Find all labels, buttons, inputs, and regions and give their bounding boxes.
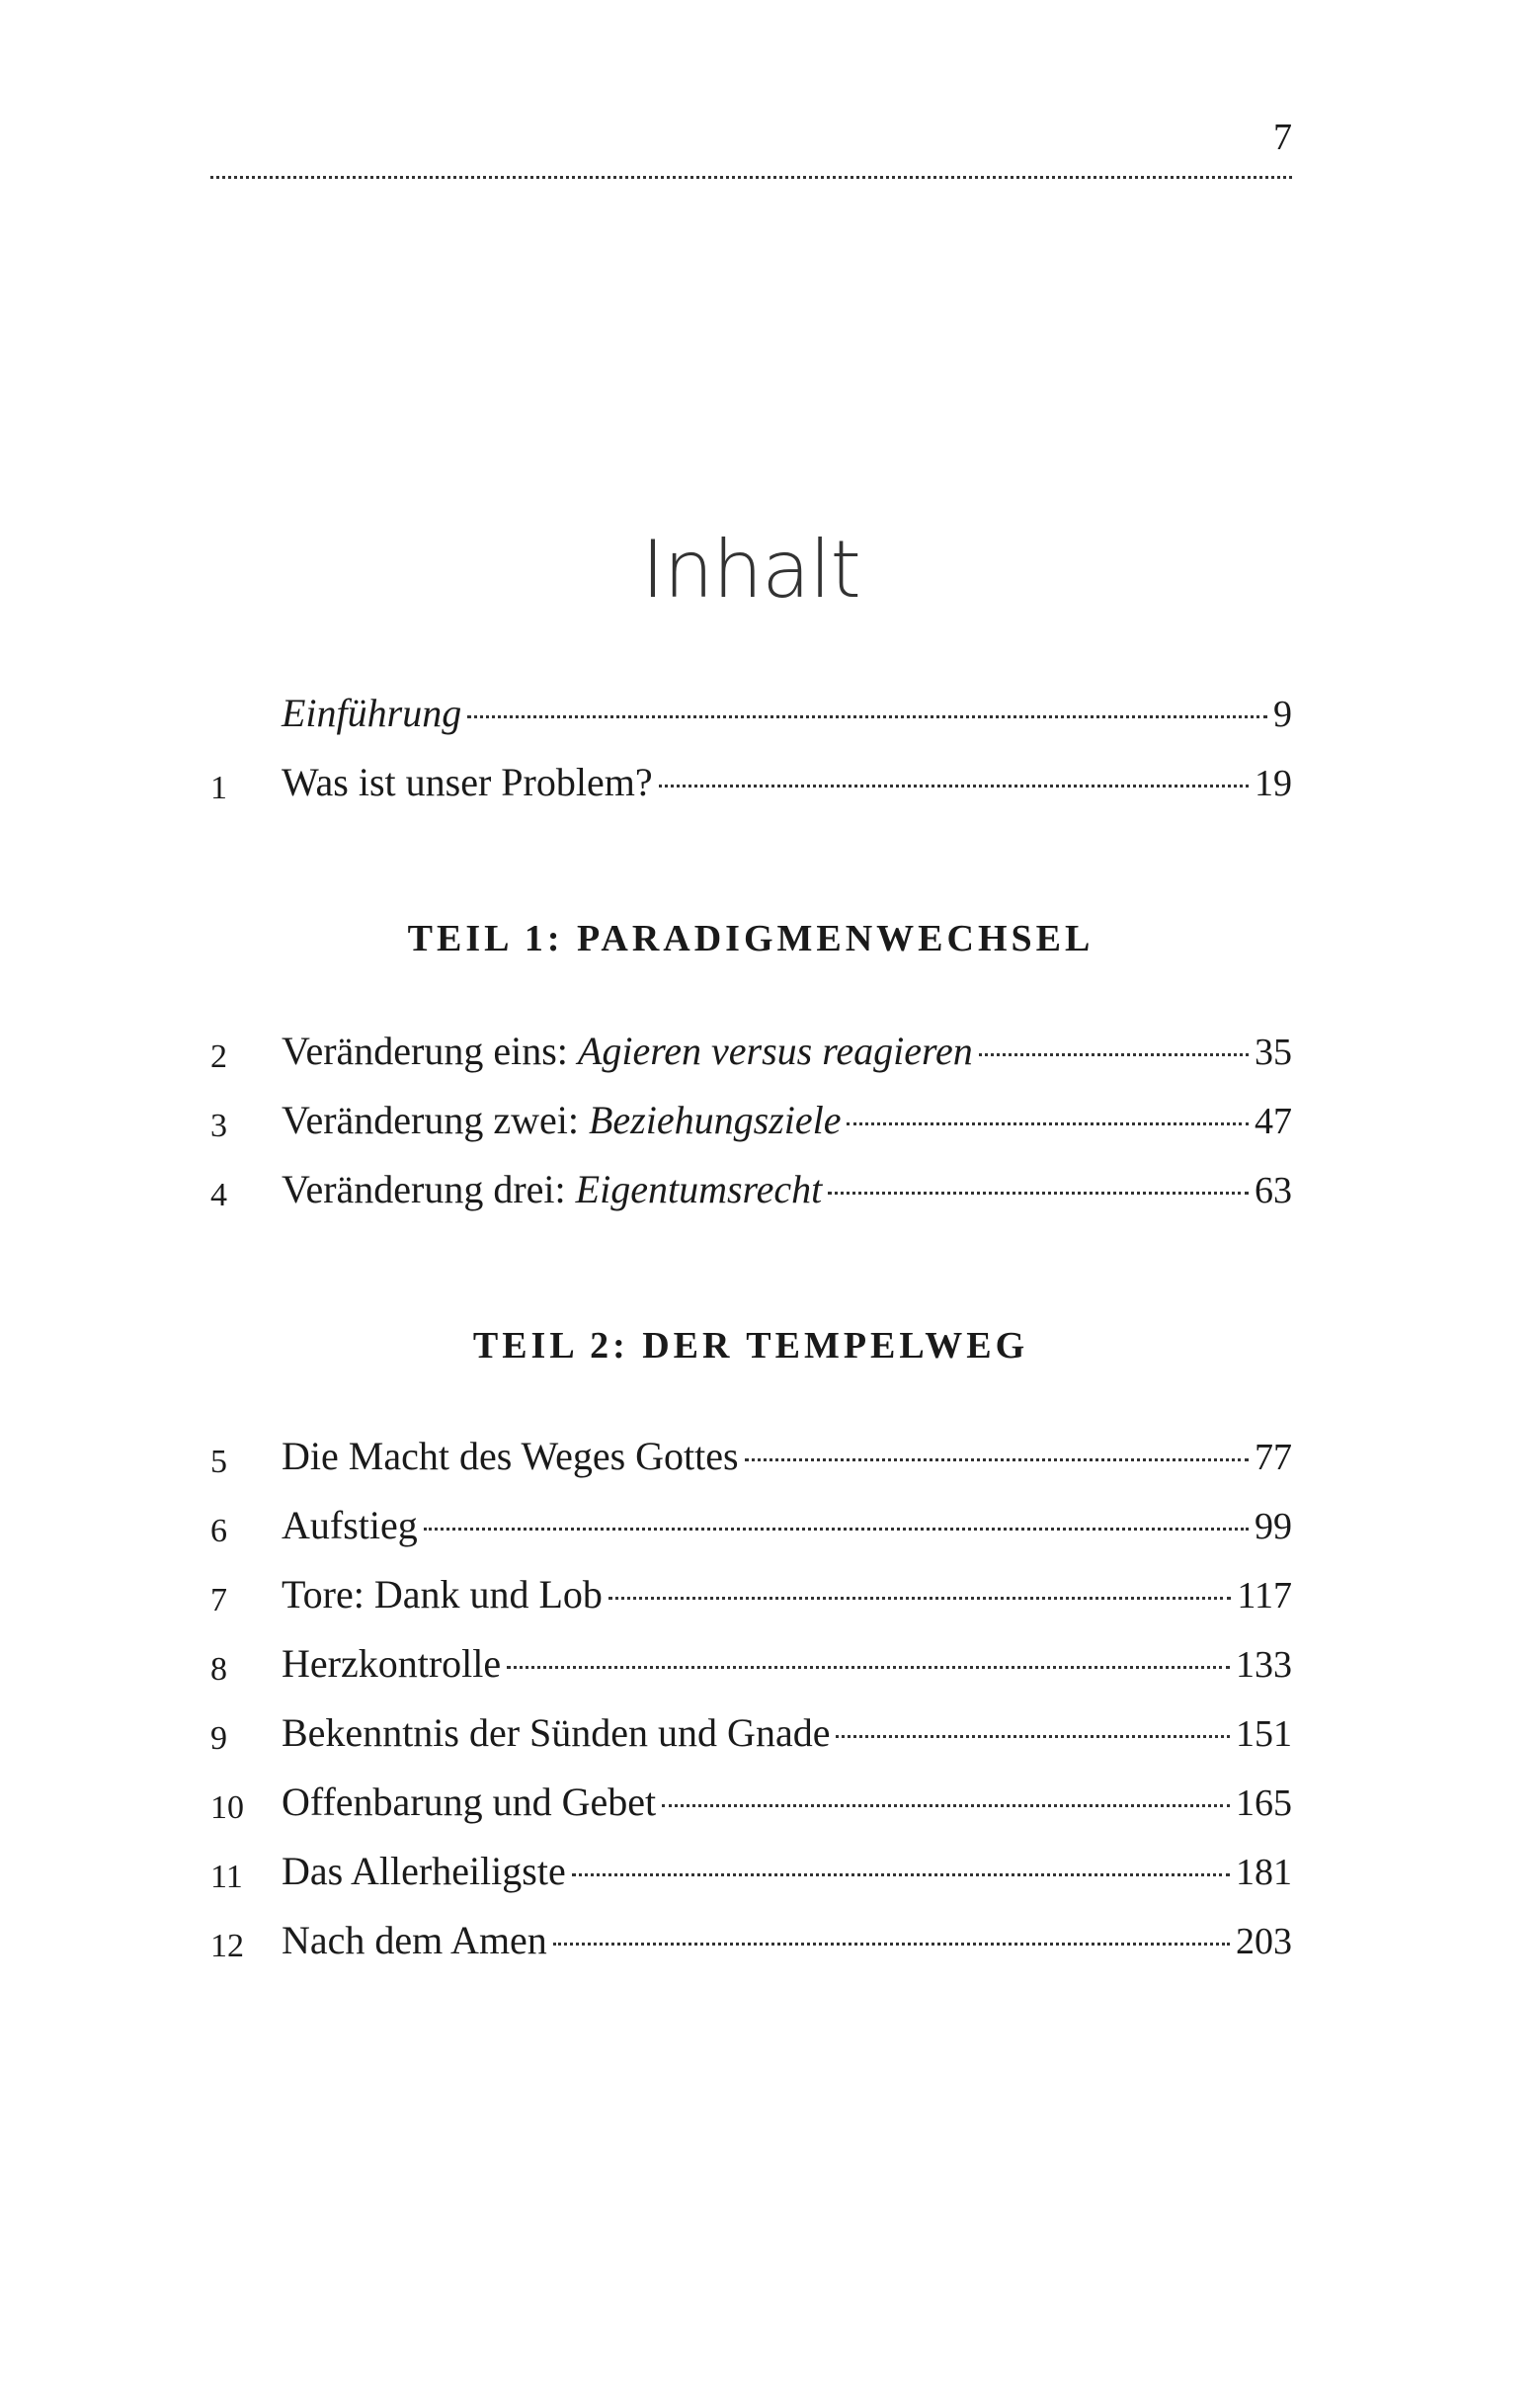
chapter-title: Nach dem Amen <box>282 1918 547 1962</box>
chapter-number: 5 <box>210 1444 227 1480</box>
toc-entry[interactable] <box>210 755 1292 810</box>
chapter-title: Die Macht des Weges Gottes <box>282 1434 739 1478</box>
page-reference: 151 <box>1236 1713 1292 1755</box>
dot-leader <box>507 1666 1230 1669</box>
toc-entry[interactable] <box>210 1429 1292 1484</box>
part-heading: TEIL 2: DER TEMPELWEG <box>472 1325 1029 1367</box>
dot-leader <box>608 1597 1232 1600</box>
chapter-number: 9 <box>210 1720 227 1757</box>
dot-leader <box>467 715 1267 718</box>
chapter-title: Das Allerheiligste <box>282 1849 566 1893</box>
page-reference: 203 <box>1236 1921 1292 1962</box>
toc-entry[interactable] <box>210 1498 1292 1553</box>
toc-entry[interactable] <box>210 1705 1292 1761</box>
toc-entry[interactable] <box>210 1844 1292 1899</box>
page-reference: 63 <box>1255 1170 1292 1211</box>
dot-leader <box>659 785 1249 788</box>
page-reference: 47 <box>1255 1101 1292 1142</box>
dot-leader <box>553 1943 1230 1946</box>
dot-leader <box>847 1122 1249 1125</box>
page-reference: 77 <box>1255 1437 1292 1478</box>
part-heading: TEIL 1: PARADIGMENWECHSEL <box>407 918 1094 959</box>
toc-entry[interactable] <box>210 1093 1292 1148</box>
chapter-number: 8 <box>210 1651 227 1688</box>
toc-entry[interactable] <box>210 1024 1292 1079</box>
chapter-number: 11 <box>210 1859 243 1895</box>
page-reference: 117 <box>1237 1575 1292 1616</box>
chapter-title: Aufstieg <box>282 1503 418 1547</box>
page-reference: 133 <box>1236 1644 1292 1686</box>
chapter-number: 2 <box>210 1038 227 1075</box>
dot-leader <box>662 1804 1230 1807</box>
chapter-title: Einführung <box>282 691 462 735</box>
dot-leader <box>424 1528 1249 1531</box>
chapter-title: Herzkontrolle <box>282 1641 502 1686</box>
chapter-title: Veränderung eins: Agieren versus reagieren <box>282 1029 973 1073</box>
toc-entry[interactable] <box>210 1913 1292 1968</box>
toc-title: Inhalt <box>641 524 860 616</box>
page-reference: 165 <box>1236 1782 1292 1824</box>
chapter-number: 7 <box>210 1582 227 1618</box>
chapter-number: 10 <box>210 1789 244 1826</box>
page-reference: 35 <box>1255 1032 1292 1073</box>
dot-leader <box>572 1873 1230 1876</box>
chapter-title: Veränderung drei: Eigentumsrecht <box>282 1167 823 1211</box>
chapter-number: 4 <box>210 1177 227 1213</box>
chapter-title: Bekenntnis der Sünden und Gnade <box>282 1710 831 1755</box>
page-reference: 9 <box>1273 694 1292 735</box>
page-reference: 99 <box>1255 1506 1292 1547</box>
toc-entry[interactable] <box>210 1567 1292 1622</box>
header-dotted-rule <box>210 176 1292 179</box>
page-reference: 19 <box>1255 763 1292 804</box>
toc-entry[interactable] <box>210 1636 1292 1692</box>
chapter-title: Tore: Dank und Lob <box>282 1572 603 1616</box>
dot-leader <box>745 1458 1249 1461</box>
chapter-number: 6 <box>210 1513 227 1549</box>
dot-leader <box>828 1192 1249 1195</box>
chapter-number: 3 <box>210 1108 227 1144</box>
dot-leader <box>836 1735 1230 1738</box>
chapter-title: Offenbarung und Gebet <box>282 1780 657 1824</box>
page-reference: 181 <box>1236 1852 1292 1893</box>
toc-entry[interactable] <box>210 1162 1292 1217</box>
chapter-number: 1 <box>210 770 227 806</box>
toc-entry-introduction[interactable] <box>210 686 1292 741</box>
chapter-title: Veränderung zwei: Beziehungsziele <box>282 1098 842 1142</box>
chapter-number: 12 <box>210 1928 244 1964</box>
chapter-title: Was ist unser Problem? <box>282 760 653 804</box>
toc-entry[interactable] <box>210 1775 1292 1830</box>
dot-leader <box>979 1053 1249 1056</box>
page-number: 7 <box>1273 117 1292 158</box>
